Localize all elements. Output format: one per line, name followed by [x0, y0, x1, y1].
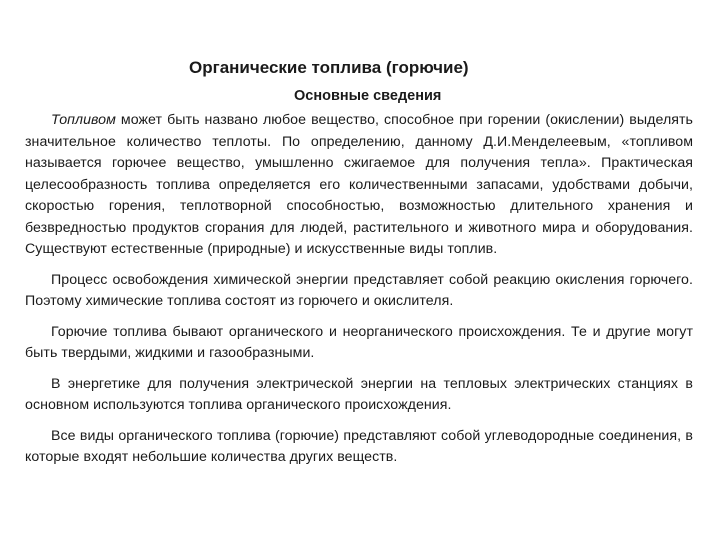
- paragraph-text: Горючие топлива бывают органического и неорганического происхождения. Те и другие могут быть твердыми, жидкими и газообразными.: [25, 323, 693, 361]
- page-title: Органические топлива (горючие): [189, 58, 469, 77]
- paragraph-origin: [25, 322, 693, 365]
- paragraph-hydrocarbons: [25, 426, 693, 469]
- document-page: [25, 56, 693, 478]
- paragraph-fuel-definition: [25, 110, 693, 261]
- term-fuel: Топливом: [51, 112, 116, 128]
- paragraph-energy: [25, 374, 693, 417]
- paragraph-oxidation: [25, 270, 693, 313]
- paragraph-text: В энергетике для получения электрической энергии на тепловых электрических станциях в основном используются топлива органического происхождения.: [25, 375, 693, 413]
- paragraph-text: Процесс освобождения химической энергии представляет собой реакцию окисления горючего. Поэтому химические топлива состоят из горючего и окислителя.: [25, 271, 693, 309]
- paragraph-text: может быть названо любое вещество, способное при горении (окислении) выделять значительное количество теплоты. По определению, данному Д.И.Менделеевым, «топливом называется горючее вещество, умышленно сжигаемое для получения тепла». Практическая целесообразность топлива определяется его количественными запасами, удобствами добычи, скоростью горения, теплотворной способностью, возможностью длительного хранения и безвредностью продуктов сгорания для людей, растительного и животного мира и оборудования. Существуют естественные (природные) и искусственные виды топлив.: [25, 112, 693, 257]
- page-subtitle: Основные сведения: [294, 88, 442, 104]
- paragraph-text: Все виды органического топлива (горючие) представляют собой углеводородные соединения, в которые входят небольшие количества других веществ.: [25, 427, 693, 465]
